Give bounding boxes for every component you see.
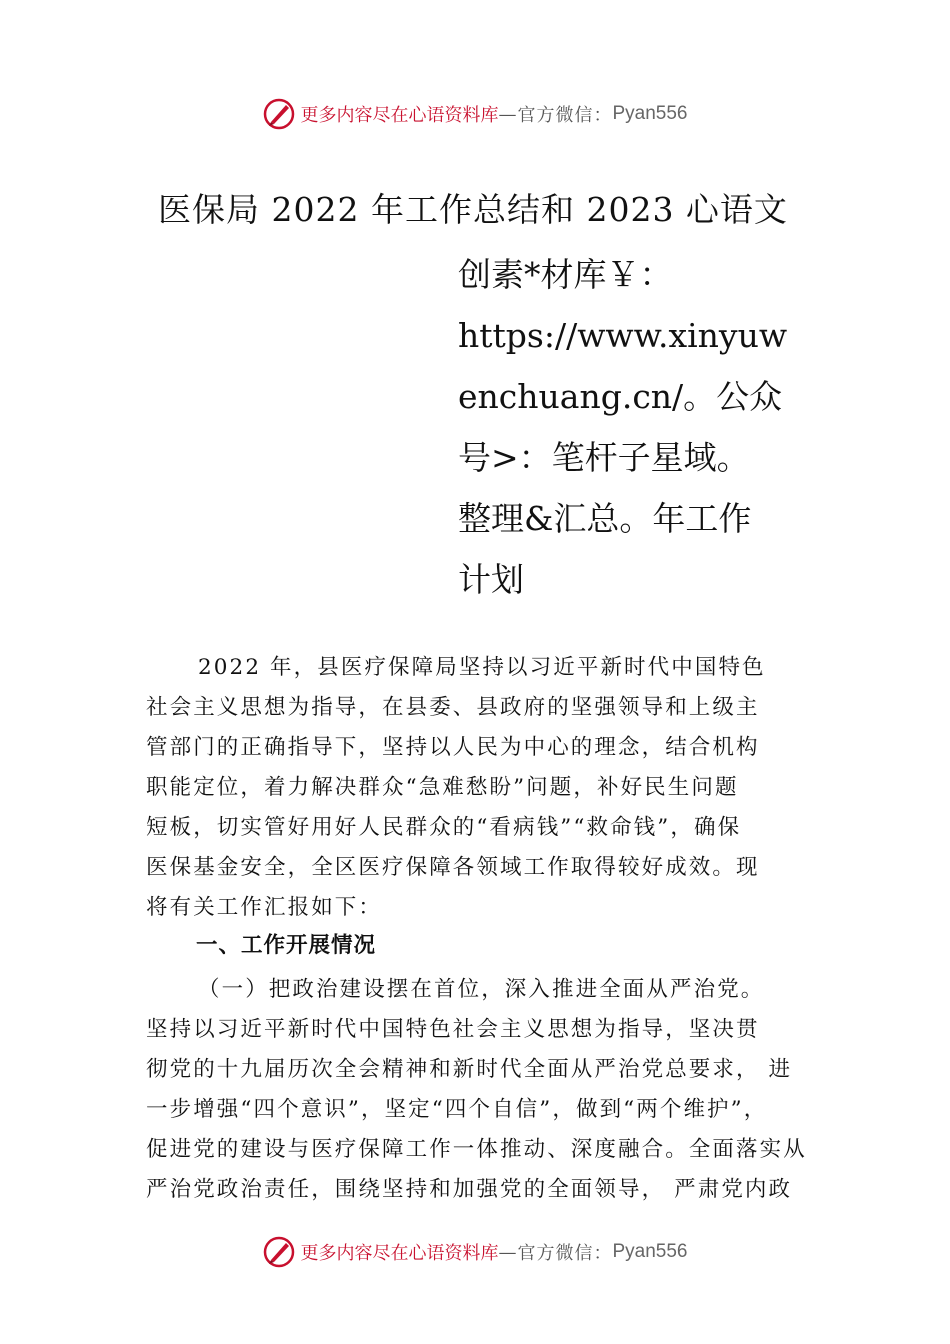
- paragraph-line: 彻党的十九届历次全会精神和新时代全面从严治党总要求， 进: [146, 1057, 793, 1082]
- paragraph-line: 职能定位，着力解决群众“急难愁盼”问题，补好民生问题: [146, 775, 739, 800]
- banner-dash: —: [498, 1241, 518, 1263]
- pen-logo-icon: [262, 1235, 296, 1269]
- intro-paragraph: [146, 648, 826, 928]
- banner-wechat-label: 官方微信：: [517, 1243, 613, 1264]
- title-line: 创素*材库￥：: [458, 255, 673, 294]
- paragraph-line: 将有关工作汇报如下：: [146, 895, 383, 920]
- title-line: 整理&汇总。年工作: [458, 499, 752, 538]
- footer-banner: [0, 1232, 950, 1272]
- banner-wechat-label: 官方微信：: [517, 105, 613, 126]
- title-line: enchuang.cn/。公众: [458, 377, 783, 416]
- paragraph-line: 管部门的正确指导下，坚持以人民为中心的理念，结合机构: [146, 735, 760, 760]
- title-line: 计划: [458, 560, 524, 599]
- banner-wechat-id: Pyan556: [612, 103, 688, 124]
- paragraph-line: 一步增强“四个意识”，坚定“四个自信”，做到“两个维护”，: [146, 1097, 768, 1122]
- paragraph-line: 短板，切实管好用好人民群众的“看病钱”“救命钱”，确保: [146, 815, 742, 840]
- pen-logo-icon: [262, 97, 296, 131]
- banner-promo-text: 更多内容尽在心语资料库: [300, 1243, 499, 1264]
- title-continuation: [458, 244, 788, 610]
- title-line: https://www.xinyuw: [458, 316, 788, 355]
- section-paragraph: [146, 970, 826, 1210]
- banner-wechat-id: Pyan556: [612, 1241, 688, 1262]
- document-title: 医保局 2022 年工作总结和 2023 心语文: [158, 190, 788, 229]
- paragraph-line: 社会主义思想为指导，在县委、县政府的坚强领导和上级主: [146, 695, 760, 720]
- paragraph-line: （一）把政治建设摆在首位，深入推进全面从严治党。: [198, 977, 765, 1002]
- paragraph-line: 医保基金安全，全区医疗保障各领域工作取得较好成效。现: [146, 855, 760, 880]
- section-heading: 一、工作开展情况: [196, 933, 377, 958]
- header-banner: [0, 94, 950, 134]
- paragraph-line: 严治党政治责任，围绕坚持和加强党的全面领导， 严肃党内政: [146, 1177, 793, 1202]
- paragraph-line: 坚持以习近平新时代中国特色社会主义思想为指导，坚决贯: [146, 1017, 760, 1042]
- title-line: 号>：笔杆子星域。: [458, 438, 750, 477]
- paragraph-line: 2022 年，县医疗保障局坚持以习近平新时代中国特色: [198, 655, 766, 680]
- paragraph-line: 促进党的建设与医疗保障工作一体推动、深度融合。全面落实从: [146, 1137, 807, 1162]
- banner-promo-text: 更多内容尽在心语资料库: [300, 105, 499, 126]
- banner-dash: —: [498, 103, 518, 125]
